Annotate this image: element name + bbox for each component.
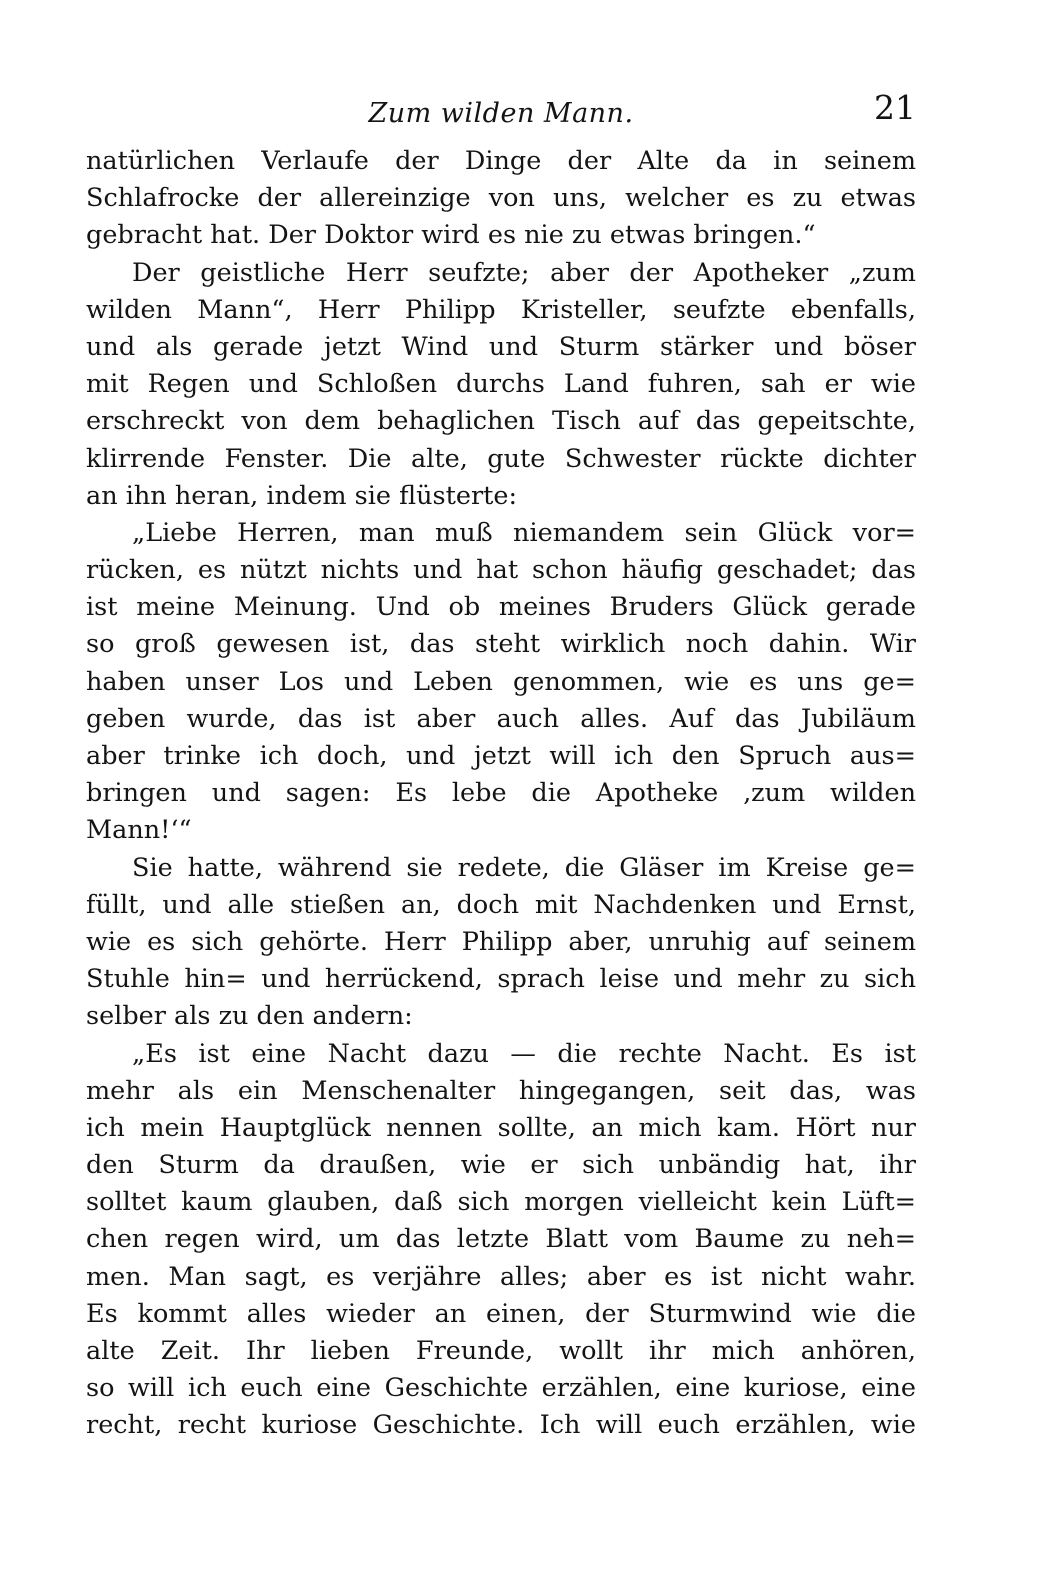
text-line: haben unser Los und Leben genommen, wie es uns ge= (86, 666, 916, 697)
text-line: Schlafrocke der allereinzige von uns, welcher es zu etwas (86, 183, 916, 214)
text-line: alte Zeit. Ihr lieben Freunde, wollt ihr mich anhören, (86, 1336, 916, 1366)
text-line: Es kommt alles wieder an einen, der Sturmwind wie die (86, 1298, 916, 1329)
body-text (86, 143, 916, 1445)
text-line: „Es ist eine Nacht dazu — die rechte Nacht. Es ist (132, 1038, 916, 1069)
text-line: recht, recht kuriose Geschichte. Ich will euch erzählen, wie (86, 1410, 916, 1441)
text-line: „Liebe Herren, man muß niemandem sein Glück vor= (132, 517, 916, 548)
text-line: men. Man sagt, es verjähre alles; aber es ist nicht wahr. (86, 1261, 916, 1292)
text-line: an ihn heran, indem sie flüsterte: (86, 480, 518, 511)
running-title: Zum wilden Mann. (368, 98, 634, 129)
text-line: natürlichen Verlaufe der Dinge der Alte da in seinem (86, 146, 916, 176)
text-line: ich mein Hauptglück nennen sollte, an mich kam. Hört nur (86, 1112, 916, 1143)
running-head (86, 88, 916, 140)
text-line: selber als zu den andern: (86, 1001, 413, 1032)
text-line: Stuhle hin= und herrückend, sprach leise und mehr zu sich (86, 964, 916, 995)
text-line: solltet kaum glauben, daß sich morgen vielleicht kein Lüft= (86, 1187, 916, 1218)
text-line: erschreckt von dem behaglichen Tisch auf das gepeitschte, (86, 406, 916, 437)
text-line: Sie hatte, während sie redete, die Gläser im Kreise ge= (132, 852, 916, 883)
page-number: 21 (874, 88, 916, 127)
text-line: klirrende Fenster. Die alte, gute Schwester rückte dichter (86, 443, 916, 474)
text-line: füllt, und alle stießen an, doch mit Nachdenken und Ernst, (86, 889, 916, 920)
text-line: Der geistliche Herr seufzte; aber der Apotheker „zum (132, 257, 916, 288)
text-line: geben wurde, das ist aber auch alles. Auf das Jubiläum (86, 703, 916, 734)
text-line: gebracht hat. Der Doktor wird es nie zu etwas bringen.“ (86, 220, 816, 251)
text-line: aber trinke ich doch, und jetzt will ich den Spruch aus= (86, 741, 916, 771)
text-line: so groß gewesen ist, das steht wirklich noch dahin. Wir (86, 629, 916, 660)
text-line: und als gerade jetzt Wind und Sturm stärker und böser (86, 331, 916, 362)
text-line: chen regen wird, um das letzte Blatt vom Baume zu neh= (86, 1224, 916, 1255)
text-line: wie es sich gehörte. Herr Philipp aber, unruhig auf seinem (86, 926, 916, 957)
text-line: den Sturm da draußen, wie er sich unbändig hat, ihr (86, 1150, 916, 1181)
text-line: rücken, es nützt nichts und hat schon häufig geschadet; das (86, 555, 916, 586)
text-line: Mann!‘“ (86, 815, 192, 846)
text-line: mit Regen und Schloßen durchs Land fuhren, sah er wie (86, 369, 916, 400)
text-line: wilden Mann“, Herr Philipp Kristeller, seufzte ebenfalls, (86, 294, 916, 325)
text-line: ist meine Meinung. Und ob meines Bruders Glück gerade (86, 592, 916, 623)
text-line: so will ich euch eine Geschichte erzählen, eine kuriose, eine (86, 1373, 916, 1404)
text-line: mehr als ein Menschenalter hingegangen, seit das, was (86, 1075, 916, 1106)
text-line: bringen und sagen: Es lebe die Apotheke ‚zum wilden (86, 778, 916, 809)
